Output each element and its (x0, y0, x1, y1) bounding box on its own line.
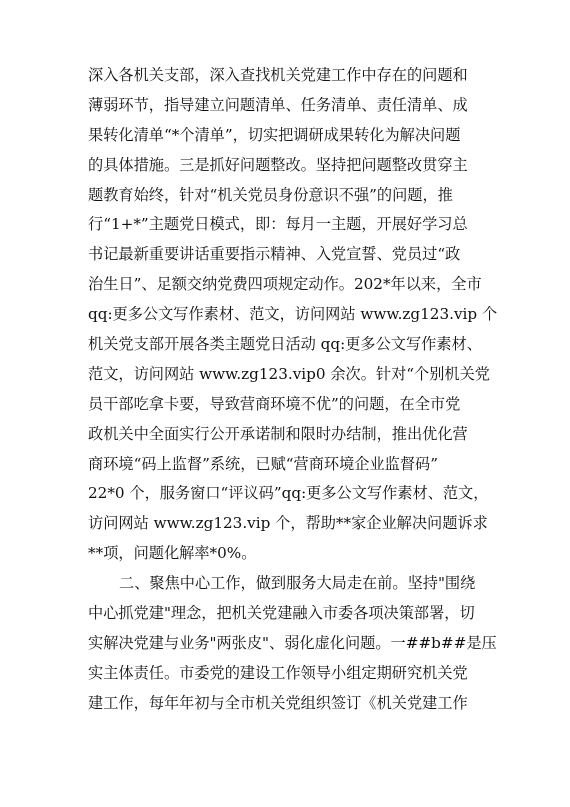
text-line: 治生日”、足额交纳党费四项规定动作。202*年以来，全市 (88, 275, 482, 294)
text-line: **项，问题化解率*0%。 (88, 544, 257, 563)
text-line: 深入各机关支部，深入查找机关党建工作中存在的问题和 (88, 66, 468, 84)
text-line: 实主体责任。市委党的建设工作领导小组定期研究机关党 (88, 663, 468, 682)
text-line: 访问网站 www.zg123.vip 个，帮助**家企业解决问题诉求 (88, 514, 488, 533)
text-line: 书记最新重要讲话重要指示精神、入党宣誓、党员过“政 (88, 245, 461, 264)
text-line: 果转化清单“*个清单”，切实把调研成果转化为解决问题 (88, 125, 461, 144)
text-line: 员干部吃拿卡要，导致营商环境不优”的问题，在全市党 (88, 394, 461, 413)
text-line: 的具体措施。三是抓好问题整改。坚持把问题整改贯穿主 (88, 155, 468, 174)
text-line: 机关党支部开展各类主题党日活动 qq:更多公文写作素材、 (88, 335, 482, 354)
text-line: 政机关中全面实行公开承诺制和限时办结制，推出优化营 (88, 424, 468, 443)
text-line: 建工作，每年年初与全市机关党组织签订《机关党建工作 (88, 693, 468, 712)
text-line: 范文，访问网站 www.zg123.vip0 余次。针对“个别机关党 (88, 364, 490, 383)
text-line: 中心抓党建"理念，把机关党建融入市委各项决策部署，切 (88, 604, 475, 623)
body-text (88, 61, 503, 719)
text-line: 题教育始终，针对“机关党员身份意识不强”的问题，推 (88, 185, 453, 204)
text-line: 实解决党建与业务"两张皮"、弱化虚化问题。一##b##是压 (88, 633, 497, 652)
section-heading-line: 二、聚焦中心工作，做到服务大局走在前。坚持"围绕 (119, 574, 476, 593)
text-line: 行“1+*”主题党日模式，即：每月一主题，开展好学习总 (88, 215, 468, 234)
text-line: qq:更多公文写作素材、范文，访问网站 www.zg123.vip 个 (88, 305, 498, 324)
text-line: 22*0 个，服务窗口“评议码”qq:更多公文写作素材、范文， (88, 484, 489, 503)
text-line: 商环境“码上监督”系统，已赋“营商环境企业监督码” (88, 454, 438, 473)
text-line: 薄弱环节，指导建立问题清单、任务清单、责任清单、成 (88, 95, 468, 114)
